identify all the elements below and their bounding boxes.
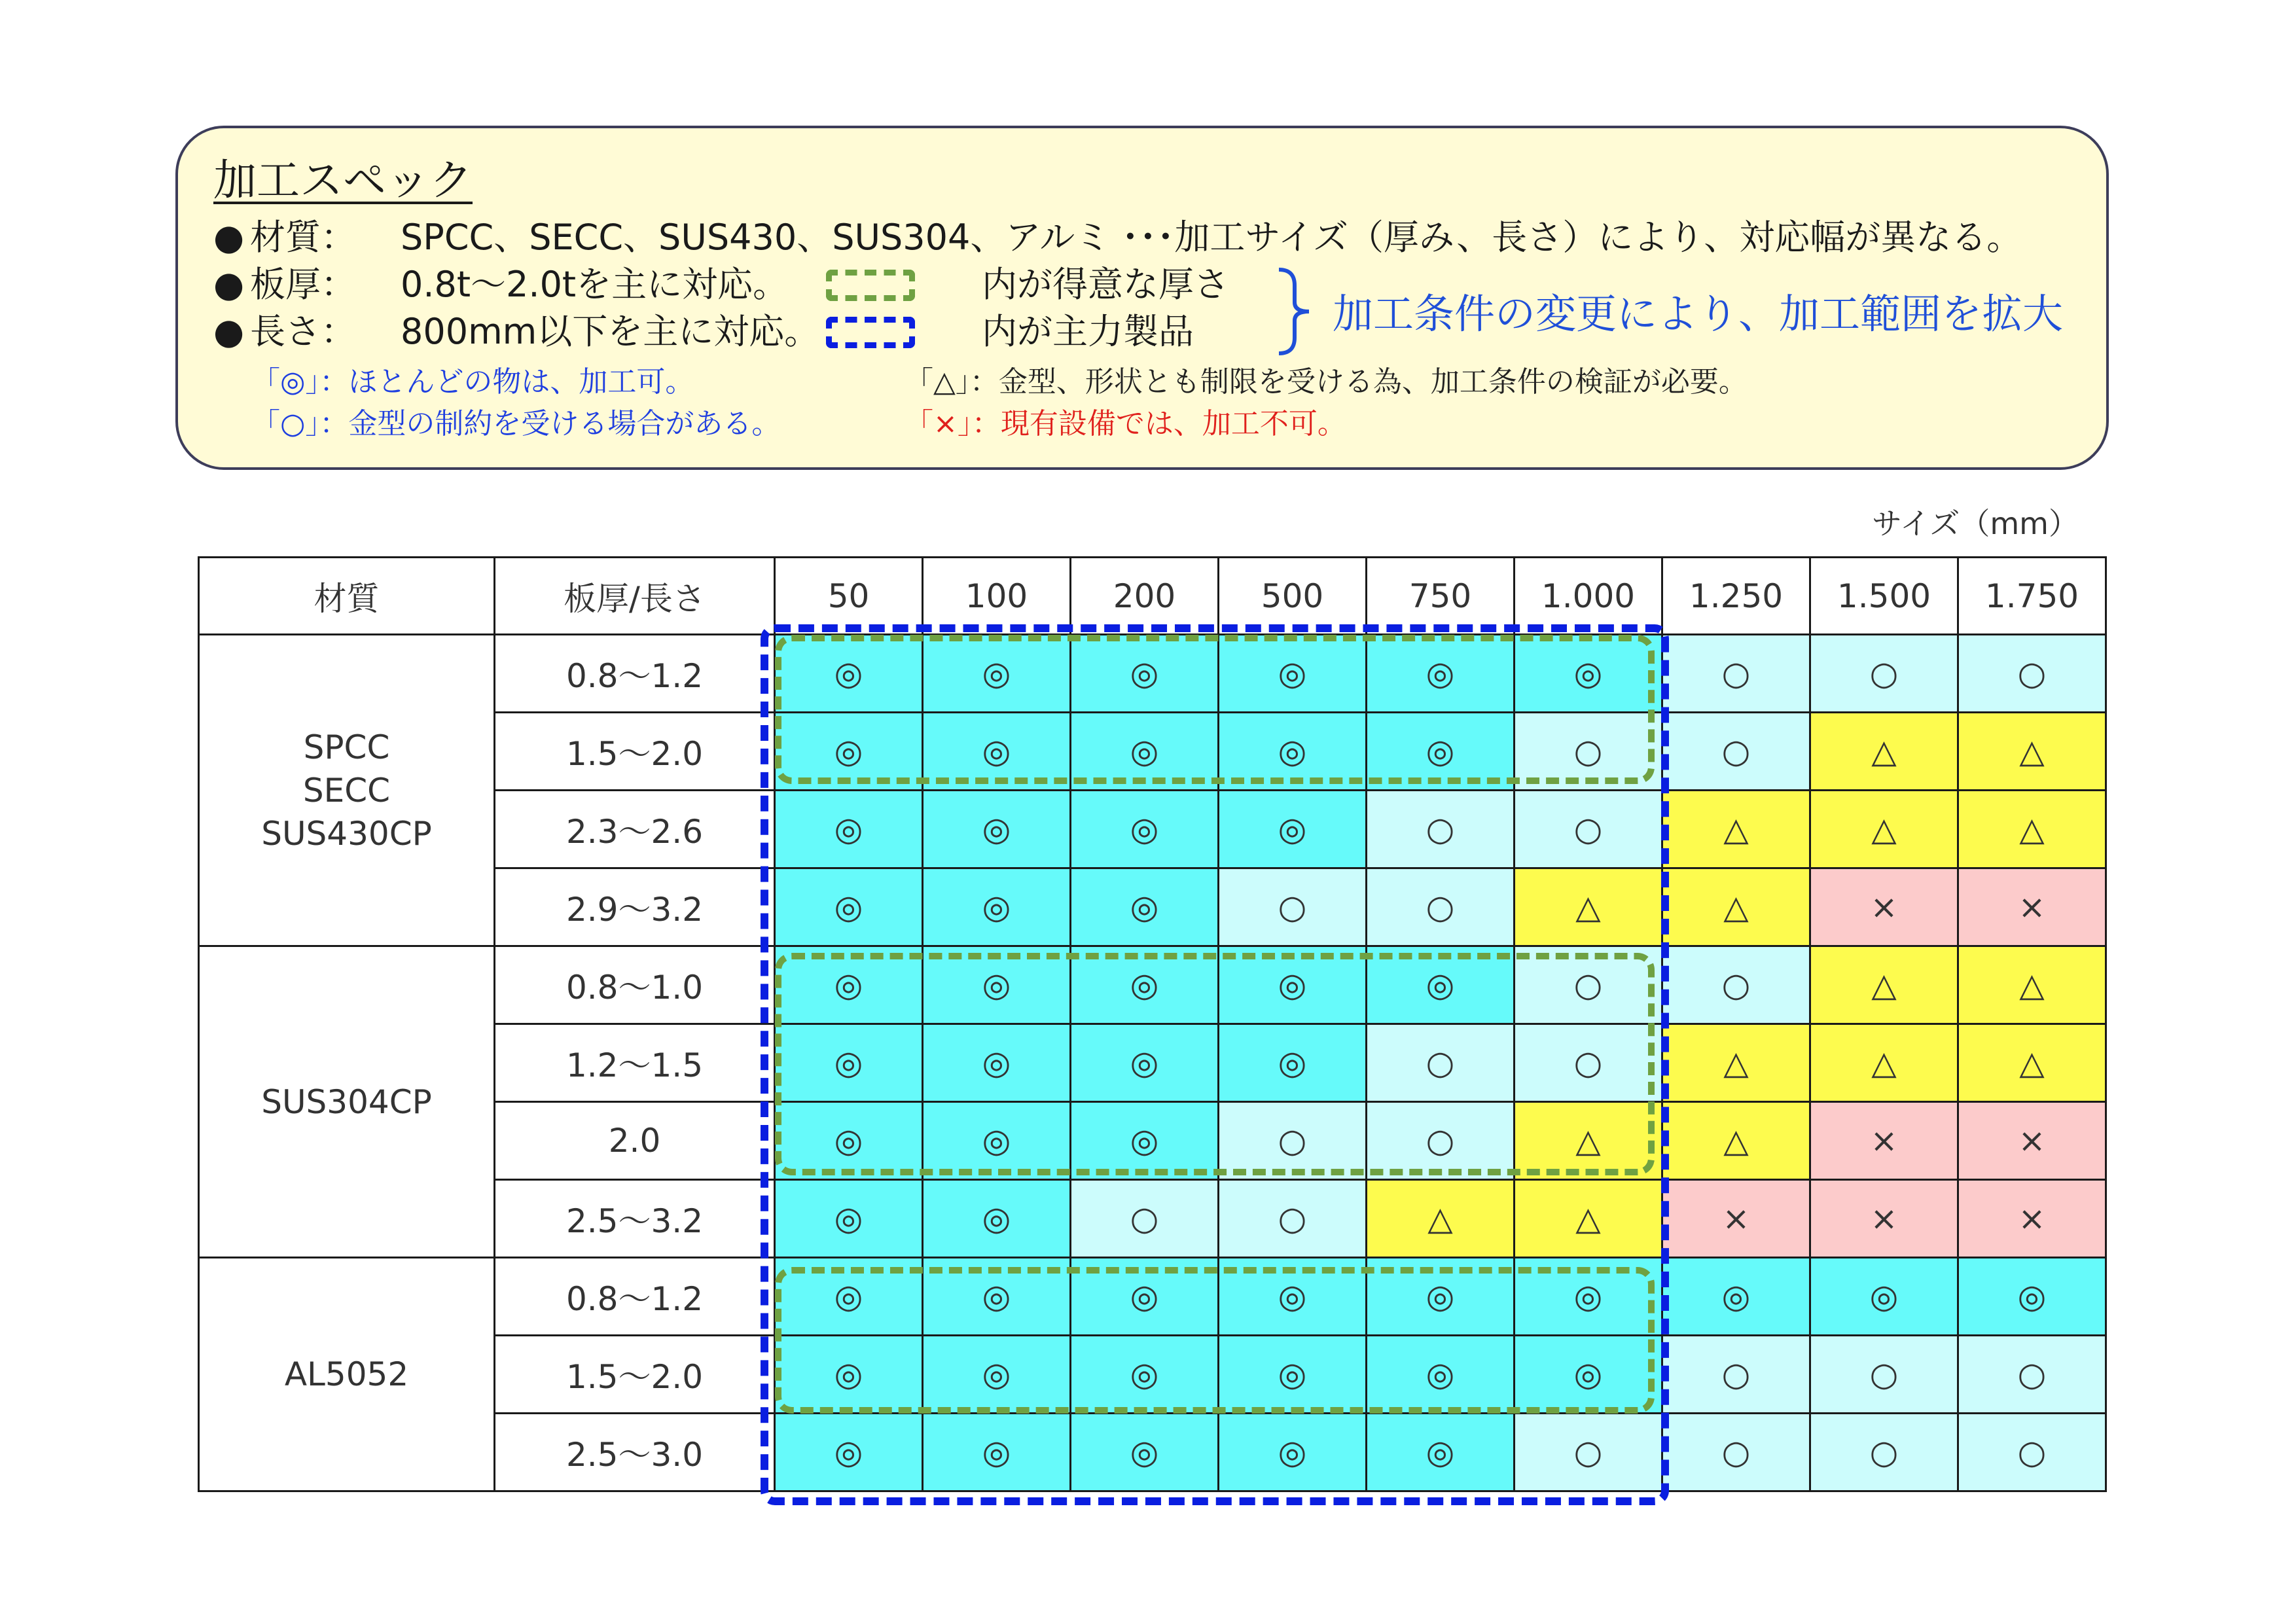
material-value: SPCC、SECC、SUS430、SUS304、アルミ ･･･加工サイズ（厚み、長さ）により、対応幅が異なる。: [401, 217, 2022, 258]
capability-cell: ○: [1515, 791, 1662, 868]
capability-cell: ◎: [923, 868, 1071, 946]
capability-cell: ◎: [1367, 713, 1515, 791]
capability-cell: ○: [1219, 1102, 1367, 1180]
capability-cell: ◎: [923, 946, 1071, 1024]
legend-green-box: [826, 270, 915, 301]
table-row: [199, 946, 2106, 1024]
capability-cell: ◎: [775, 946, 923, 1024]
capability-cell: △: [1662, 1102, 1810, 1180]
capability-cell: ×: [1958, 868, 2106, 946]
expand-range-text: 加工条件の変更により、加工範囲を拡大: [1333, 290, 2064, 338]
capability-cell: ◎: [1071, 1336, 1219, 1414]
capability-cell: ◎: [1515, 1336, 1662, 1414]
capability-cell: △: [1515, 1102, 1662, 1180]
thickness-cell: 0.8～1.0: [495, 946, 775, 1024]
spec-title: 加工スペック: [213, 155, 473, 205]
capability-cell: ◎: [923, 1102, 1071, 1180]
thickness-cell: 2.5～3.2: [495, 1180, 775, 1258]
capability-cell: △: [1662, 868, 1810, 946]
capability-cell: ◎: [1367, 635, 1515, 713]
capability-cell: ◎: [775, 713, 923, 791]
capability-cell: ○: [1515, 713, 1662, 791]
capability-cell: ◎: [923, 1414, 1071, 1491]
capability-cell: ○: [1662, 946, 1810, 1024]
thickness-cell: 1.2～1.5: [495, 1024, 775, 1102]
capability-cell: ◎: [775, 791, 923, 868]
bullet-icon: ●: [213, 264, 245, 305]
thickness-cell: 1.5～2.0: [495, 1336, 775, 1414]
capability-cell: ×: [1958, 1180, 2106, 1258]
capability-cell: ◎: [1219, 1414, 1367, 1491]
capability-cell: ○: [1958, 1336, 2106, 1414]
bullet-icon: ●: [213, 311, 245, 352]
thickness-cell: 2.5～3.0: [495, 1414, 775, 1491]
capability-cell: ○: [1515, 946, 1662, 1024]
capability-cell: ×: [1810, 868, 1958, 946]
thickness-cell: 2.9～3.2: [495, 868, 775, 946]
spec-material-line: [213, 215, 2022, 260]
capability-cell: ○: [1662, 1414, 1810, 1491]
thickness-value: 0.8t～2.0tを主に対応。: [401, 264, 789, 305]
capability-cell: ○: [1367, 1102, 1515, 1180]
capability-cell: ◎: [775, 1414, 923, 1491]
note-triangle: 「△」：金型、形状とも制限を受ける為、加工条件の検証が必要。: [905, 365, 1748, 399]
capability-cell: △: [1958, 1024, 2106, 1102]
header-thickness-length: 板厚/長さ: [495, 558, 775, 635]
capability-cell: ◎: [923, 1180, 1071, 1258]
thickness-cell: 0.8～1.2: [495, 635, 775, 713]
thickness-cell: 2.3～2.6: [495, 791, 775, 868]
capability-cell: ◎: [1219, 791, 1367, 868]
note-double-circle: 「◎」：ほとんどの物は、加工可。: [251, 365, 694, 399]
table-row: [199, 1258, 2106, 1336]
capability-cell: △: [1810, 713, 1958, 791]
size-unit-label: サイズ（mm）: [1872, 506, 2079, 541]
capability-cell: ○: [1810, 1336, 1958, 1414]
thickness-cell: 0.8～1.2: [495, 1258, 775, 1336]
capability-cell: ◎: [1958, 1258, 2106, 1336]
capability-cell: ○: [1662, 713, 1810, 791]
capability-cell: ◎: [1515, 635, 1662, 713]
capability-cell: ◎: [1071, 1102, 1219, 1180]
capability-cell: △: [1367, 1180, 1515, 1258]
capability-cell: ◎: [923, 1336, 1071, 1414]
capability-cell: ◎: [1071, 1414, 1219, 1491]
capability-cell: ◎: [1071, 791, 1219, 868]
capability-cell: ○: [1810, 1414, 1958, 1491]
capability-cell: ×: [1958, 1102, 2106, 1180]
legend-blue-box: [826, 317, 915, 348]
capability-cell: ◎: [1219, 1336, 1367, 1414]
header-size: 1.500: [1810, 558, 1958, 635]
capability-cell: ◎: [775, 868, 923, 946]
header-material: 材質: [199, 558, 495, 635]
capability-cell: ×: [1810, 1180, 1958, 1258]
capability-cell: △: [1810, 946, 1958, 1024]
spec-thickness-line: [213, 262, 788, 308]
length-key: 長さ：: [250, 311, 356, 352]
capability-cell: ◎: [1071, 946, 1219, 1024]
capability-cell: △: [1515, 1180, 1662, 1258]
capability-cell: ◎: [1219, 1258, 1367, 1336]
capability-cell: ◎: [1219, 635, 1367, 713]
capability-cell: △: [1958, 713, 2106, 791]
length-value: 800mm以下を主に対応。: [401, 311, 820, 352]
capability-cell: △: [1810, 791, 1958, 868]
thickness-key: 板厚：: [250, 264, 356, 305]
header-size: 750: [1367, 558, 1515, 635]
capability-cell: ○: [1367, 868, 1515, 946]
capability-cell: ○: [1367, 1024, 1515, 1102]
material-cell: SPCC SECC SUS430CP: [199, 635, 495, 946]
capability-cell: ◎: [1367, 946, 1515, 1024]
header-size: 1.000: [1515, 558, 1662, 635]
thickness-cell: 2.0: [495, 1102, 775, 1180]
capability-cell: ×: [1810, 1102, 1958, 1180]
capability-cell: ○: [1367, 791, 1515, 868]
capability-cell: ◎: [1367, 1258, 1515, 1336]
capability-cell: ○: [1662, 635, 1810, 713]
capability-cell: ◎: [923, 713, 1071, 791]
thickness-cell: 1.5～2.0: [495, 713, 775, 791]
header-size: 1.250: [1662, 558, 1810, 635]
capability-cell: ○: [1662, 1336, 1810, 1414]
brace-icon: [1275, 266, 1314, 357]
capability-cell: ◎: [1367, 1336, 1515, 1414]
capability-cell: ◎: [923, 791, 1071, 868]
material-cell: AL5052: [199, 1258, 495, 1491]
processing-spec-table: [198, 556, 2107, 1492]
capability-cell: ◎: [1367, 1414, 1515, 1491]
capability-cell: ○: [1958, 635, 2106, 713]
capability-cell: △: [1662, 1024, 1810, 1102]
capability-cell: ◎: [1071, 1024, 1219, 1102]
capability-cell: △: [1958, 791, 2106, 868]
capability-cell: △: [1662, 791, 1810, 868]
capability-cell: ◎: [775, 1258, 923, 1336]
header-size: 1.750: [1958, 558, 2106, 635]
capability-cell: ◎: [1071, 868, 1219, 946]
bullet-icon: ●: [213, 217, 245, 258]
legend-green-text: 内が得意な厚さ: [982, 264, 1229, 305]
capability-cell: ○: [1810, 635, 1958, 713]
capability-cell: △: [1810, 1024, 1958, 1102]
capability-cell: ○: [1515, 1024, 1662, 1102]
capability-cell: ◎: [1219, 946, 1367, 1024]
spec-length-line: [213, 309, 819, 355]
table-row: [199, 635, 2106, 713]
capability-cell: ◎: [775, 1336, 923, 1414]
table-header-row: [199, 558, 2106, 635]
capability-cell: ◎: [923, 1024, 1071, 1102]
capability-cell: △: [1515, 868, 1662, 946]
capability-cell: ◎: [775, 635, 923, 713]
material-key: 材質：: [250, 217, 356, 258]
header-size: 50: [775, 558, 923, 635]
note-circle: 「○」：金型の制約を受ける場合がある。: [251, 407, 781, 440]
capability-cell: ◎: [1071, 1258, 1219, 1336]
capability-cell: △: [1958, 946, 2106, 1024]
header-size: 200: [1071, 558, 1219, 635]
capability-cell: ◎: [1662, 1258, 1810, 1336]
capability-cell: ○: [1515, 1414, 1662, 1491]
capability-cell: ◎: [1071, 635, 1219, 713]
capability-cell: ◎: [1219, 713, 1367, 791]
capability-cell: ○: [1071, 1180, 1219, 1258]
capability-cell: ×: [1662, 1180, 1810, 1258]
capability-cell: ◎: [1219, 1024, 1367, 1102]
capability-cell: ◎: [923, 635, 1071, 713]
material-cell: SUS304CP: [199, 946, 495, 1258]
capability-cell: ◎: [1071, 713, 1219, 791]
capability-cell: ◎: [1515, 1258, 1662, 1336]
capability-cell: ○: [1219, 868, 1367, 946]
capability-cell: ◎: [775, 1180, 923, 1258]
legend-blue-text: 内が主力製品: [982, 311, 1194, 352]
capability-cell: ◎: [775, 1024, 923, 1102]
note-cross: 「×」：現有設備では、加工不可。: [905, 407, 1346, 440]
capability-cell: ○: [1219, 1180, 1367, 1258]
capability-cell: ◎: [1810, 1258, 1958, 1336]
header-size: 500: [1219, 558, 1367, 635]
capability-cell: ◎: [923, 1258, 1071, 1336]
capability-cell: ◎: [775, 1102, 923, 1180]
header-size: 100: [923, 558, 1071, 635]
capability-cell: ○: [1958, 1414, 2106, 1491]
table-body: [199, 635, 2106, 1491]
